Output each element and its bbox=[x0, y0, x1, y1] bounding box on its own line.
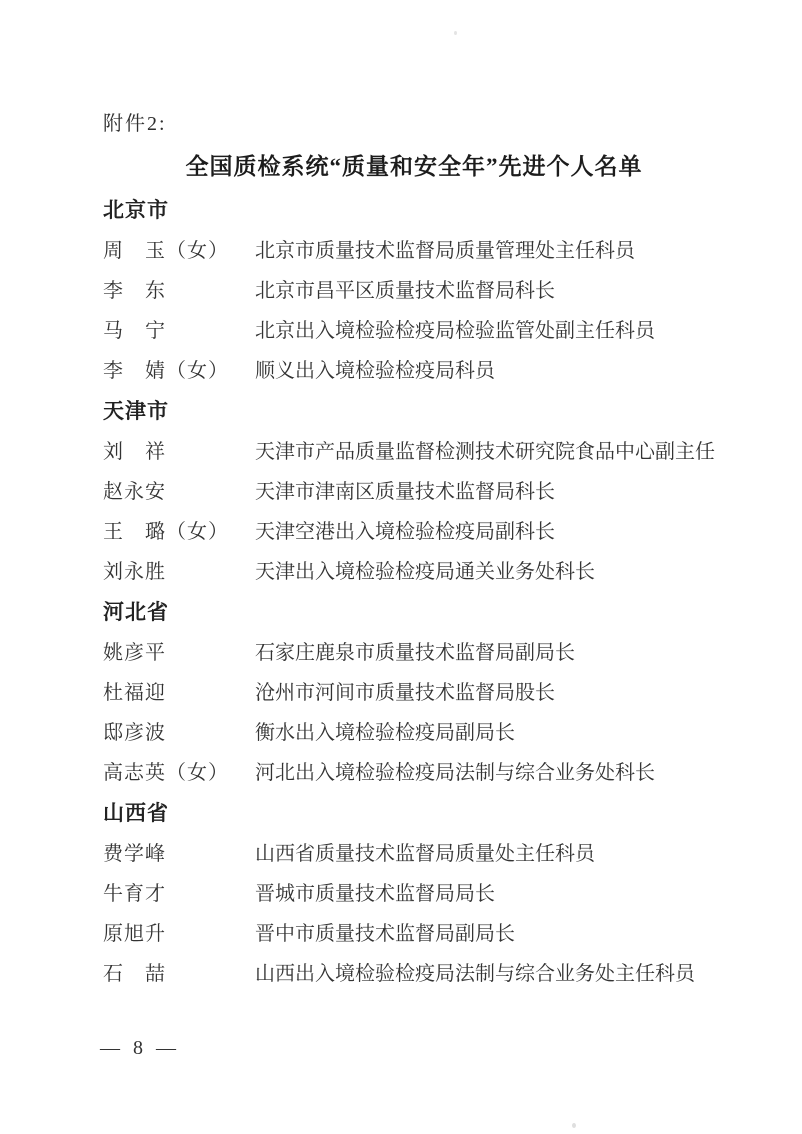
page-number: — 8 — bbox=[100, 1037, 180, 1059]
section-beijing bbox=[103, 198, 725, 383]
scan-artifact bbox=[454, 31, 457, 35]
person-name: 王 璐（女） bbox=[103, 521, 229, 543]
person-title: 北京市质量技术监督局质量管理处主任科员 bbox=[255, 240, 635, 262]
person-name: 杜福迎 bbox=[103, 682, 166, 704]
person-title: 天津出入境检验检疫局通关业务处科长 bbox=[255, 561, 595, 583]
person-row bbox=[103, 560, 725, 584]
document-title: 全国质检系统“质量和安全年”先进个人名单 bbox=[185, 154, 643, 179]
person-title: 晋中市质量技术监督局副局长 bbox=[255, 923, 515, 945]
section-header: 河北省 bbox=[103, 601, 169, 624]
person-row bbox=[103, 480, 725, 504]
section-header: 山西省 bbox=[103, 802, 169, 825]
person-row bbox=[103, 239, 725, 263]
person-name: 石 喆 bbox=[103, 963, 166, 985]
person-row bbox=[103, 520, 725, 544]
person-row bbox=[103, 922, 725, 946]
person-name: 李 东 bbox=[103, 280, 166, 302]
section-shanxi bbox=[103, 801, 725, 986]
person-name: 邸彦波 bbox=[103, 722, 166, 744]
person-name: 马 宁 bbox=[103, 320, 166, 342]
scan-artifact bbox=[572, 1123, 576, 1128]
person-name: 牛育才 bbox=[103, 883, 166, 905]
person-row bbox=[103, 721, 725, 745]
section-header: 北京市 bbox=[103, 199, 169, 222]
person-name: 高志英（女） bbox=[103, 762, 229, 784]
person-row bbox=[103, 319, 725, 343]
person-row bbox=[103, 279, 725, 303]
person-name: 原旭升 bbox=[103, 923, 166, 945]
person-title: 北京市昌平区质量技术监督局科长 bbox=[255, 280, 555, 302]
person-row bbox=[103, 882, 725, 906]
person-row bbox=[103, 842, 725, 866]
section-header: 天津市 bbox=[103, 400, 169, 423]
person-name: 姚彦平 bbox=[103, 642, 166, 664]
person-title: 天津空港出入境检验检疫局副科长 bbox=[255, 521, 555, 543]
attachment-label: 附件2: bbox=[103, 113, 167, 135]
person-title: 顺义出入境检验检疫局科员 bbox=[255, 360, 495, 382]
person-name: 刘 祥 bbox=[103, 441, 166, 463]
section-hebei bbox=[103, 600, 725, 785]
person-name: 费学峰 bbox=[103, 843, 166, 865]
person-title: 沧州市河间市质量技术监督局股长 bbox=[255, 682, 555, 704]
person-name: 赵永安 bbox=[103, 481, 166, 503]
person-title: 天津市津南区质量技术监督局科长 bbox=[255, 481, 555, 503]
person-row bbox=[103, 962, 725, 986]
person-name: 刘永胜 bbox=[103, 561, 166, 583]
person-row bbox=[103, 359, 725, 383]
person-title: 石家庄鹿泉市质量技术监督局副局长 bbox=[255, 642, 575, 664]
person-title: 山西出入境检验检疫局法制与综合业务处主任科员 bbox=[255, 963, 695, 985]
person-title: 山西省质量技术监督局质量处主任科员 bbox=[255, 843, 595, 865]
person-row bbox=[103, 681, 725, 705]
document-content bbox=[103, 112, 725, 986]
person-row bbox=[103, 761, 725, 785]
person-title: 晋城市质量技术监督局局长 bbox=[255, 883, 495, 905]
person-name: 李 婧（女） bbox=[103, 360, 229, 382]
person-row bbox=[103, 641, 725, 665]
section-tianjin bbox=[103, 399, 725, 584]
person-title: 河北出入境检验检疫局法制与综合业务处科长 bbox=[255, 762, 655, 784]
person-title: 北京出入境检验检疫局检验监管处副主任科员 bbox=[255, 320, 655, 342]
person-title: 天津市产品质量监督检测技术研究院食品中心副主任 bbox=[255, 441, 715, 463]
person-row bbox=[103, 440, 725, 464]
person-title: 衡水出入境检验检疫局副局长 bbox=[255, 722, 515, 744]
person-name: 周 玉（女） bbox=[103, 240, 229, 262]
